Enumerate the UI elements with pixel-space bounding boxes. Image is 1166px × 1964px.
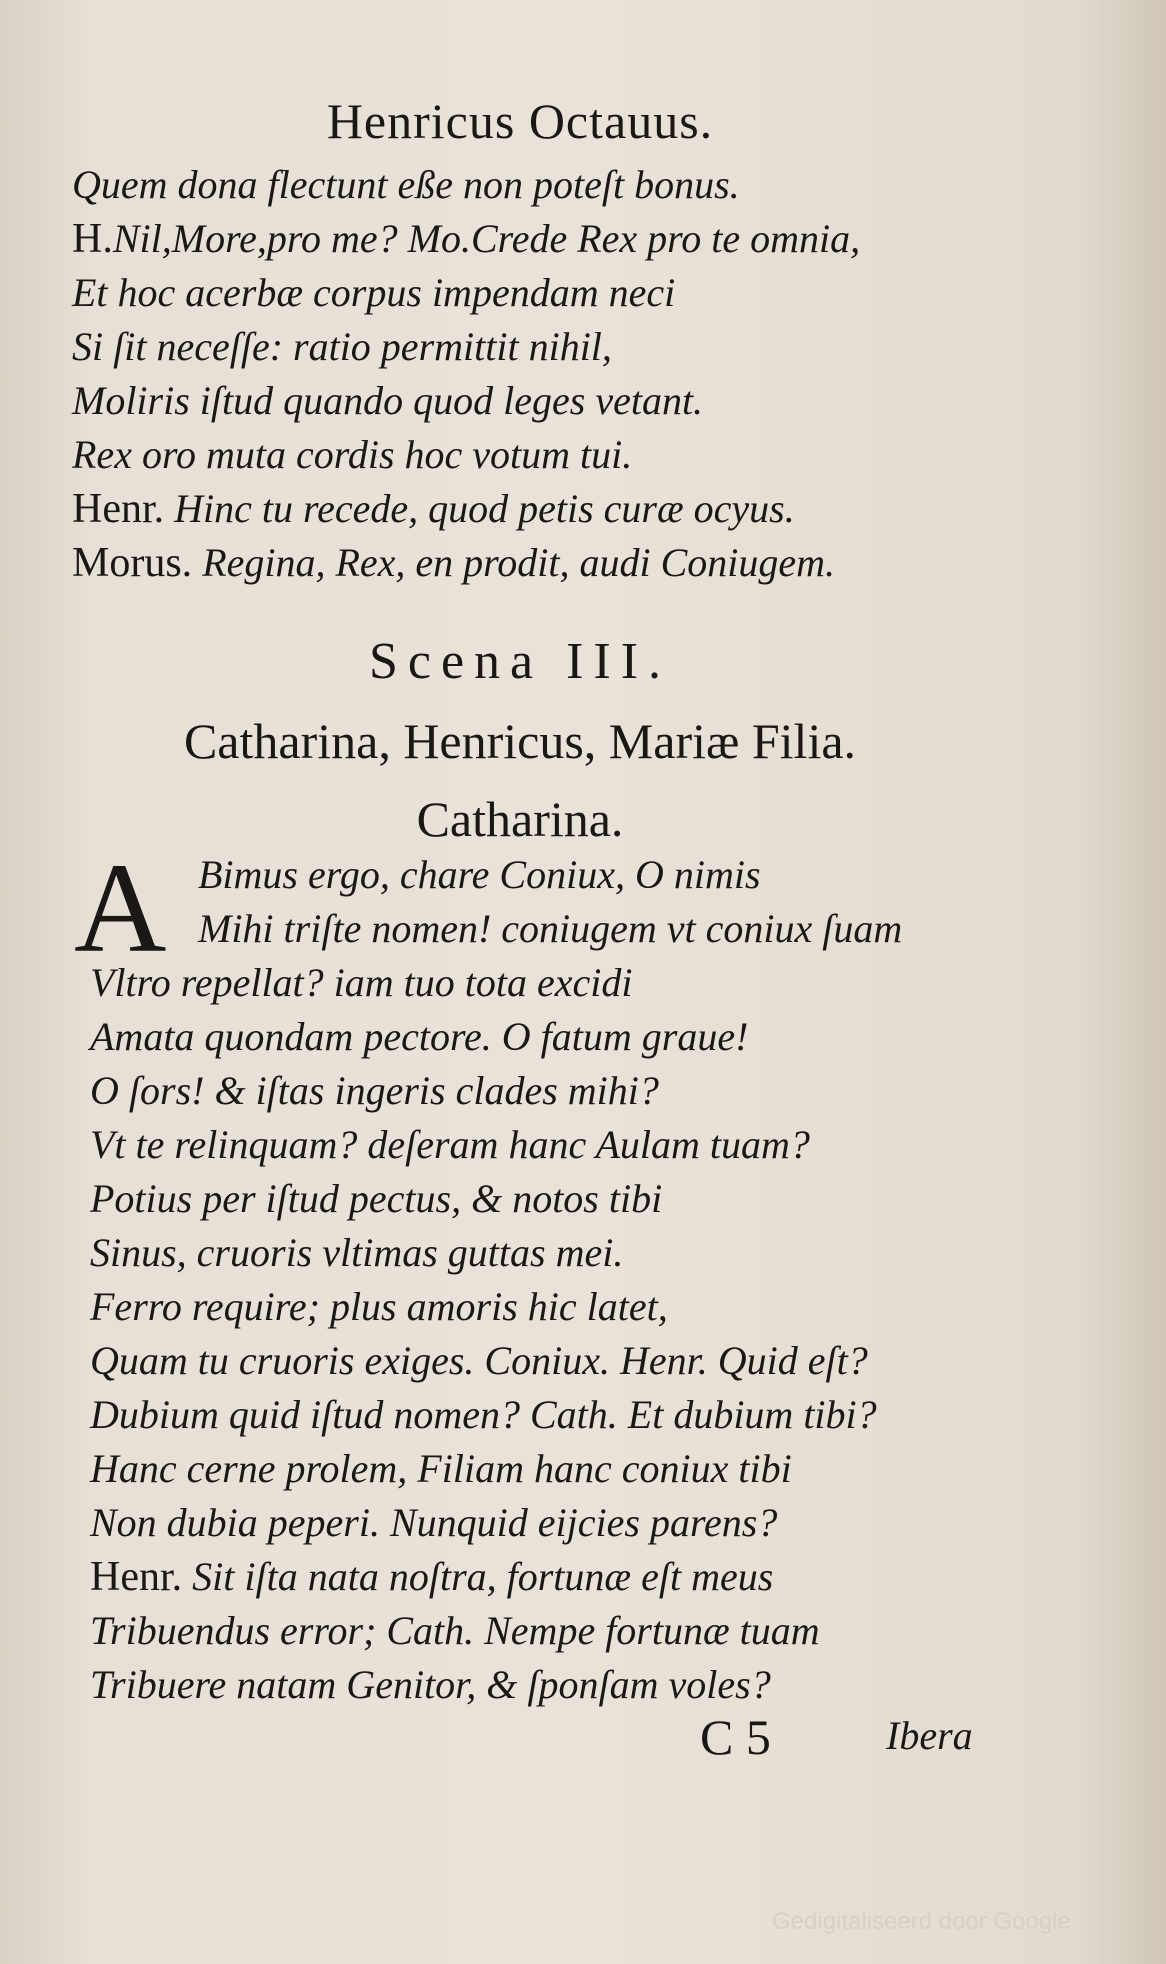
line-text: Quem dona flectunt eße non poteſt bonus.	[72, 162, 740, 207]
line-text: Sit iſta nata noſtra, fortunæ eſt meus	[192, 1554, 774, 1599]
verse-line	[90, 1388, 1050, 1442]
line-text: Mihi triſte nomen! coniugem vt coniux ſuam	[198, 906, 903, 951]
verse-line	[90, 1550, 1050, 1604]
verse-line	[72, 482, 1032, 536]
line-text: Hanc cerne prolem, Filiam hanc coniux tibi	[90, 1446, 792, 1491]
line-text: Tribuendus error; Cath. Nempe fortunæ tuam	[90, 1608, 820, 1653]
verse-line	[90, 1010, 1050, 1064]
line-text: Moliris iſtud quando quod leges vetant.	[72, 378, 704, 423]
line-text: Potius per iſtud pectus, & notos tibi	[90, 1176, 663, 1221]
verse-line	[90, 1442, 1050, 1496]
speaker-label: Morus.	[72, 540, 193, 586]
line-text: O ſors! & iſtas ingeris clades mihi?	[90, 1068, 659, 1113]
verse-line	[72, 212, 1032, 266]
verse-line	[90, 1496, 1050, 1550]
line-text: Regina, Rex, en prodit, audi Coniugem.	[202, 540, 836, 585]
line-text: Hinc tu recede, quod petis curæ ocyus.	[174, 486, 795, 531]
verse-line	[72, 266, 1032, 320]
verse-line	[90, 1280, 1050, 1334]
verse-line	[90, 1064, 1050, 1118]
speaker-label: H.	[72, 216, 113, 262]
speaker-label: Henr.	[90, 1554, 183, 1600]
drop-cap: A	[74, 837, 167, 979]
running-head: Henricus Octauus.	[326, 93, 714, 149]
line-text: Ferro require; plus amoris hic latet,	[90, 1284, 668, 1329]
line-text: Amata quondam pectore. O fatum graue!	[90, 1014, 749, 1059]
line-text: Rex oro muta cordis hoc votum tui.	[72, 432, 633, 477]
catchword: Ibera	[886, 1713, 973, 1758]
speaker-heading: Catharina.	[416, 791, 624, 847]
line-text: Tribuere natam Genitor, & ſponſam voles?	[90, 1662, 771, 1707]
verse-line	[90, 1604, 1050, 1658]
verse-line	[90, 1334, 1050, 1388]
speaker-label: Henr.	[72, 486, 165, 532]
line-text: Non dubia peperi. Nunquid eijcies parens?	[90, 1500, 778, 1545]
top-verse-block	[72, 158, 1032, 590]
line-text: Si ſit neceſſe: ratio permittit nihil,	[72, 324, 612, 369]
signature-mark: C 5	[700, 1709, 771, 1765]
line-text: Bimus ergo, chare Coniux, O nimis	[198, 852, 761, 897]
digitization-watermark: Gedigitaliseerd door Google	[772, 1908, 1071, 1935]
line-text: Dubium quid iſtud nomen? Cath. Et dubium tibi?	[90, 1392, 877, 1437]
verse-line	[90, 1118, 1050, 1172]
verse-line	[72, 428, 1032, 482]
line-text: Vltro repellat? iam tuo tota excidi	[90, 960, 633, 1005]
scene-heading: Scena III.	[368, 633, 672, 690]
dramatis-personae: Catharina, Henricus, Mariæ Filia.	[183, 713, 857, 769]
verse-line	[90, 956, 1050, 1010]
line-text: Et hoc acerbæ corpus impendam neci	[72, 270, 676, 315]
verse-line	[90, 1658, 1050, 1712]
verse-line	[72, 158, 1032, 212]
verse-line	[90, 902, 1050, 956]
line-text: Sinus, cruoris vltimas guttas mei.	[90, 1230, 624, 1275]
verse-line	[90, 1226, 1050, 1280]
verse-line	[72, 374, 1032, 428]
line-text: Quam tu cruoris exiges. Coniux. Henr. Quid eſt?	[90, 1338, 868, 1383]
line-text: Vt te relinquam? deſeram hanc Aulam tuam?	[90, 1122, 810, 1167]
verse-line	[72, 320, 1032, 374]
verse-line	[72, 536, 1032, 590]
scene-verse-block	[90, 848, 1050, 1712]
verse-line	[90, 848, 1050, 902]
line-text: Nil,More,pro me? Mo.Crede Rex pro te omnia,	[112, 216, 861, 261]
verse-line	[90, 1172, 1050, 1226]
